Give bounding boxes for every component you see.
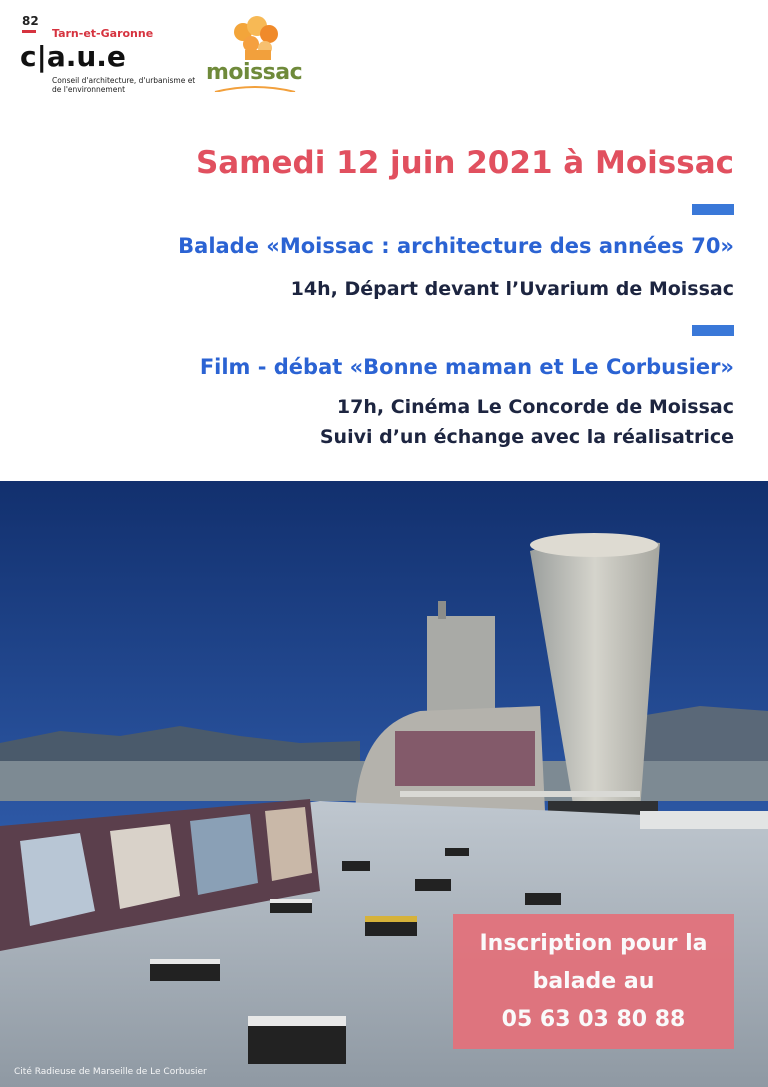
accent-bar xyxy=(692,204,734,215)
callout-phone: 05 63 03 80 88 xyxy=(501,1006,686,1032)
caue-department: Tarn-et-Garonne xyxy=(52,27,154,40)
event-title-film: Film - débat «Bonne maman et Le Corbusier» xyxy=(199,355,734,379)
caue-red-bar xyxy=(22,30,36,33)
moissac-wordmark: moissac xyxy=(206,60,303,85)
callout-line: Inscription pour la xyxy=(479,930,708,956)
caue-subtitle: Conseil d'architecture, d'urbanisme et de l'environnement xyxy=(52,76,196,94)
event-title-balade: Balade «Moissac : architecture des années 70» xyxy=(178,234,734,258)
event-detail: 14h, Départ devant l’Uvarium de Moissac xyxy=(290,278,734,300)
event-date-title: Samedi 12 juin 2021 à Moissac xyxy=(195,145,734,181)
caue-logo-name: c|a.u.e xyxy=(20,40,126,73)
callout-line: balade au xyxy=(532,968,655,994)
caue-number: 82 xyxy=(22,14,39,28)
registration-callout xyxy=(453,914,734,1049)
photo-caption: Cité Radieuse de Marseille de Le Corbusier xyxy=(14,1067,207,1077)
accent-bar xyxy=(692,325,734,336)
event-detail: Suivi d’un échange avec la réalisatrice xyxy=(319,426,734,448)
event-detail: 17h, Cinéma Le Concorde de Moissac xyxy=(336,396,734,418)
